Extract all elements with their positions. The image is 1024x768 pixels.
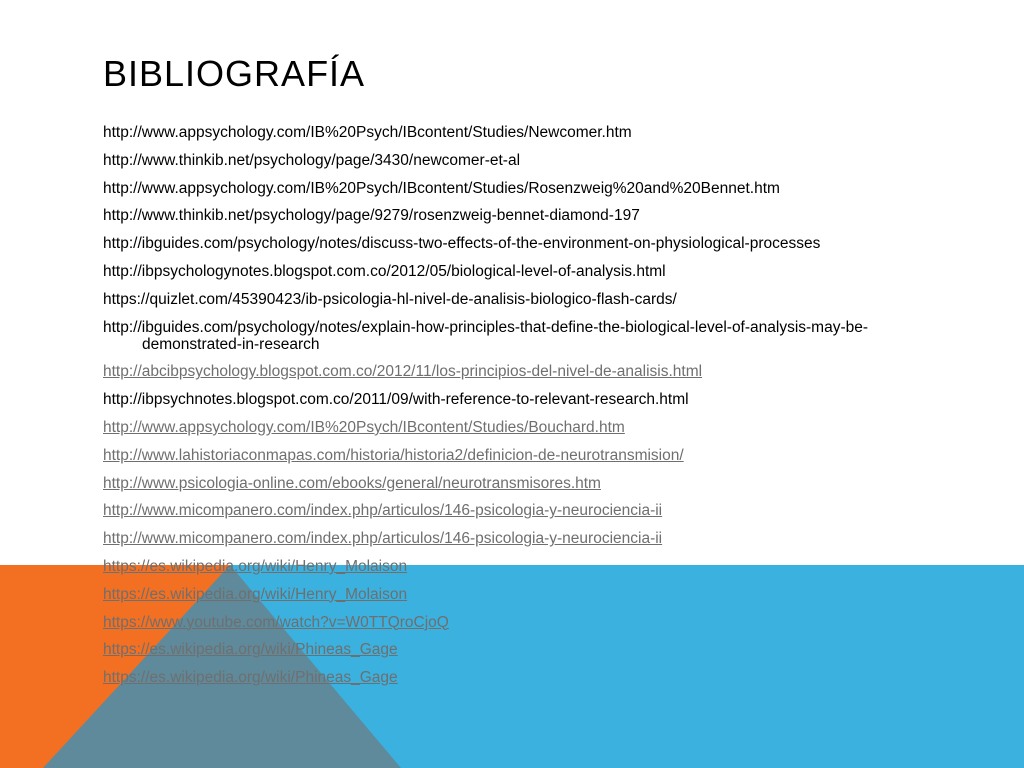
reference-item[interactable]: http://www.appsychology.com/IB%20Psych/IBcontent/Studies/Bouchard.htm — [103, 418, 625, 436]
reference-item: http://www.thinkib.net/psychology/page/3430/newcomer-et-al — [103, 151, 521, 169]
reference-item[interactable]: https://es.wikipedia.org/wiki/Phineas_Gage — [103, 641, 398, 659]
reference-item[interactable]: https://es.wikipedia.org/wiki/Henry_Molaison — [103, 585, 408, 603]
reference-item: http://ibguides.com/psychology/notes/discuss-two-effects-of-the-environment-on-physiological-processes — [103, 235, 821, 253]
reference-item[interactable]: https://es.wikipedia.org/wiki/Phineas_Gage — [103, 669, 398, 687]
reference-item: http://ibguides.com/psychology/notes/explain-how-principles-that-define-the-biological-level-of-analysis-may-be-demonstrated-in-research — [103, 318, 869, 353]
reference-item: http://www.thinkib.net/psychology/page/9279/rosenzweig-bennet-diamond-197 — [103, 207, 640, 225]
reference-item[interactable]: http://www.lahistoriaconmapas.com/historia/historia2/definicion-de-neurotransmision/ — [103, 446, 684, 464]
reference-item[interactable]: http://www.micompanero.com/index.php/articulos/146-psicologia-y-neurociencia-ii — [103, 530, 663, 548]
reference-list — [103, 124, 923, 697]
reference-item: http://ibpsychnotes.blogspot.com.co/2011/09/with-reference-to-relevant-research.html — [103, 391, 689, 409]
reference-item[interactable]: https://es.wikipedia.org/wiki/Henry_Molaison — [103, 557, 408, 575]
reference-item: http://www.appsychology.com/IB%20Psych/IBcontent/Studies/Rosenzweig%20and%20Bennet.htm — [103, 179, 780, 197]
reference-item: http://www.appsychology.com/IB%20Psych/IBcontent/Studies/Newcomer.htm — [103, 124, 632, 141]
reference-item[interactable]: http://www.psicologia-online.com/ebooks/general/neurotransmisores.htm — [103, 474, 601, 492]
slide-title: BIBLIOGRAFÍA — [103, 53, 366, 94]
reference-item[interactable]: http://abcibpsychology.blogspot.com.co/2012/11/los-principios-del-nivel-de-analisis.html — [103, 363, 703, 381]
reference-item[interactable]: https://www.youtube.com/watch?v=W0TTQroCjoQ — [103, 613, 449, 631]
reference-item: https://quizlet.com/45390423/ib-psicologia-hl-nivel-de-analisis-biologico-flash-cards/ — [103, 290, 677, 308]
reference-item: http://ibpsychologynotes.blogspot.com.co/2012/05/biological-level-of-analysis.html — [103, 262, 666, 280]
reference-item[interactable]: http://www.micompanero.com/index.php/articulos/146-psicologia-y-neurociencia-ii — [103, 502, 663, 520]
